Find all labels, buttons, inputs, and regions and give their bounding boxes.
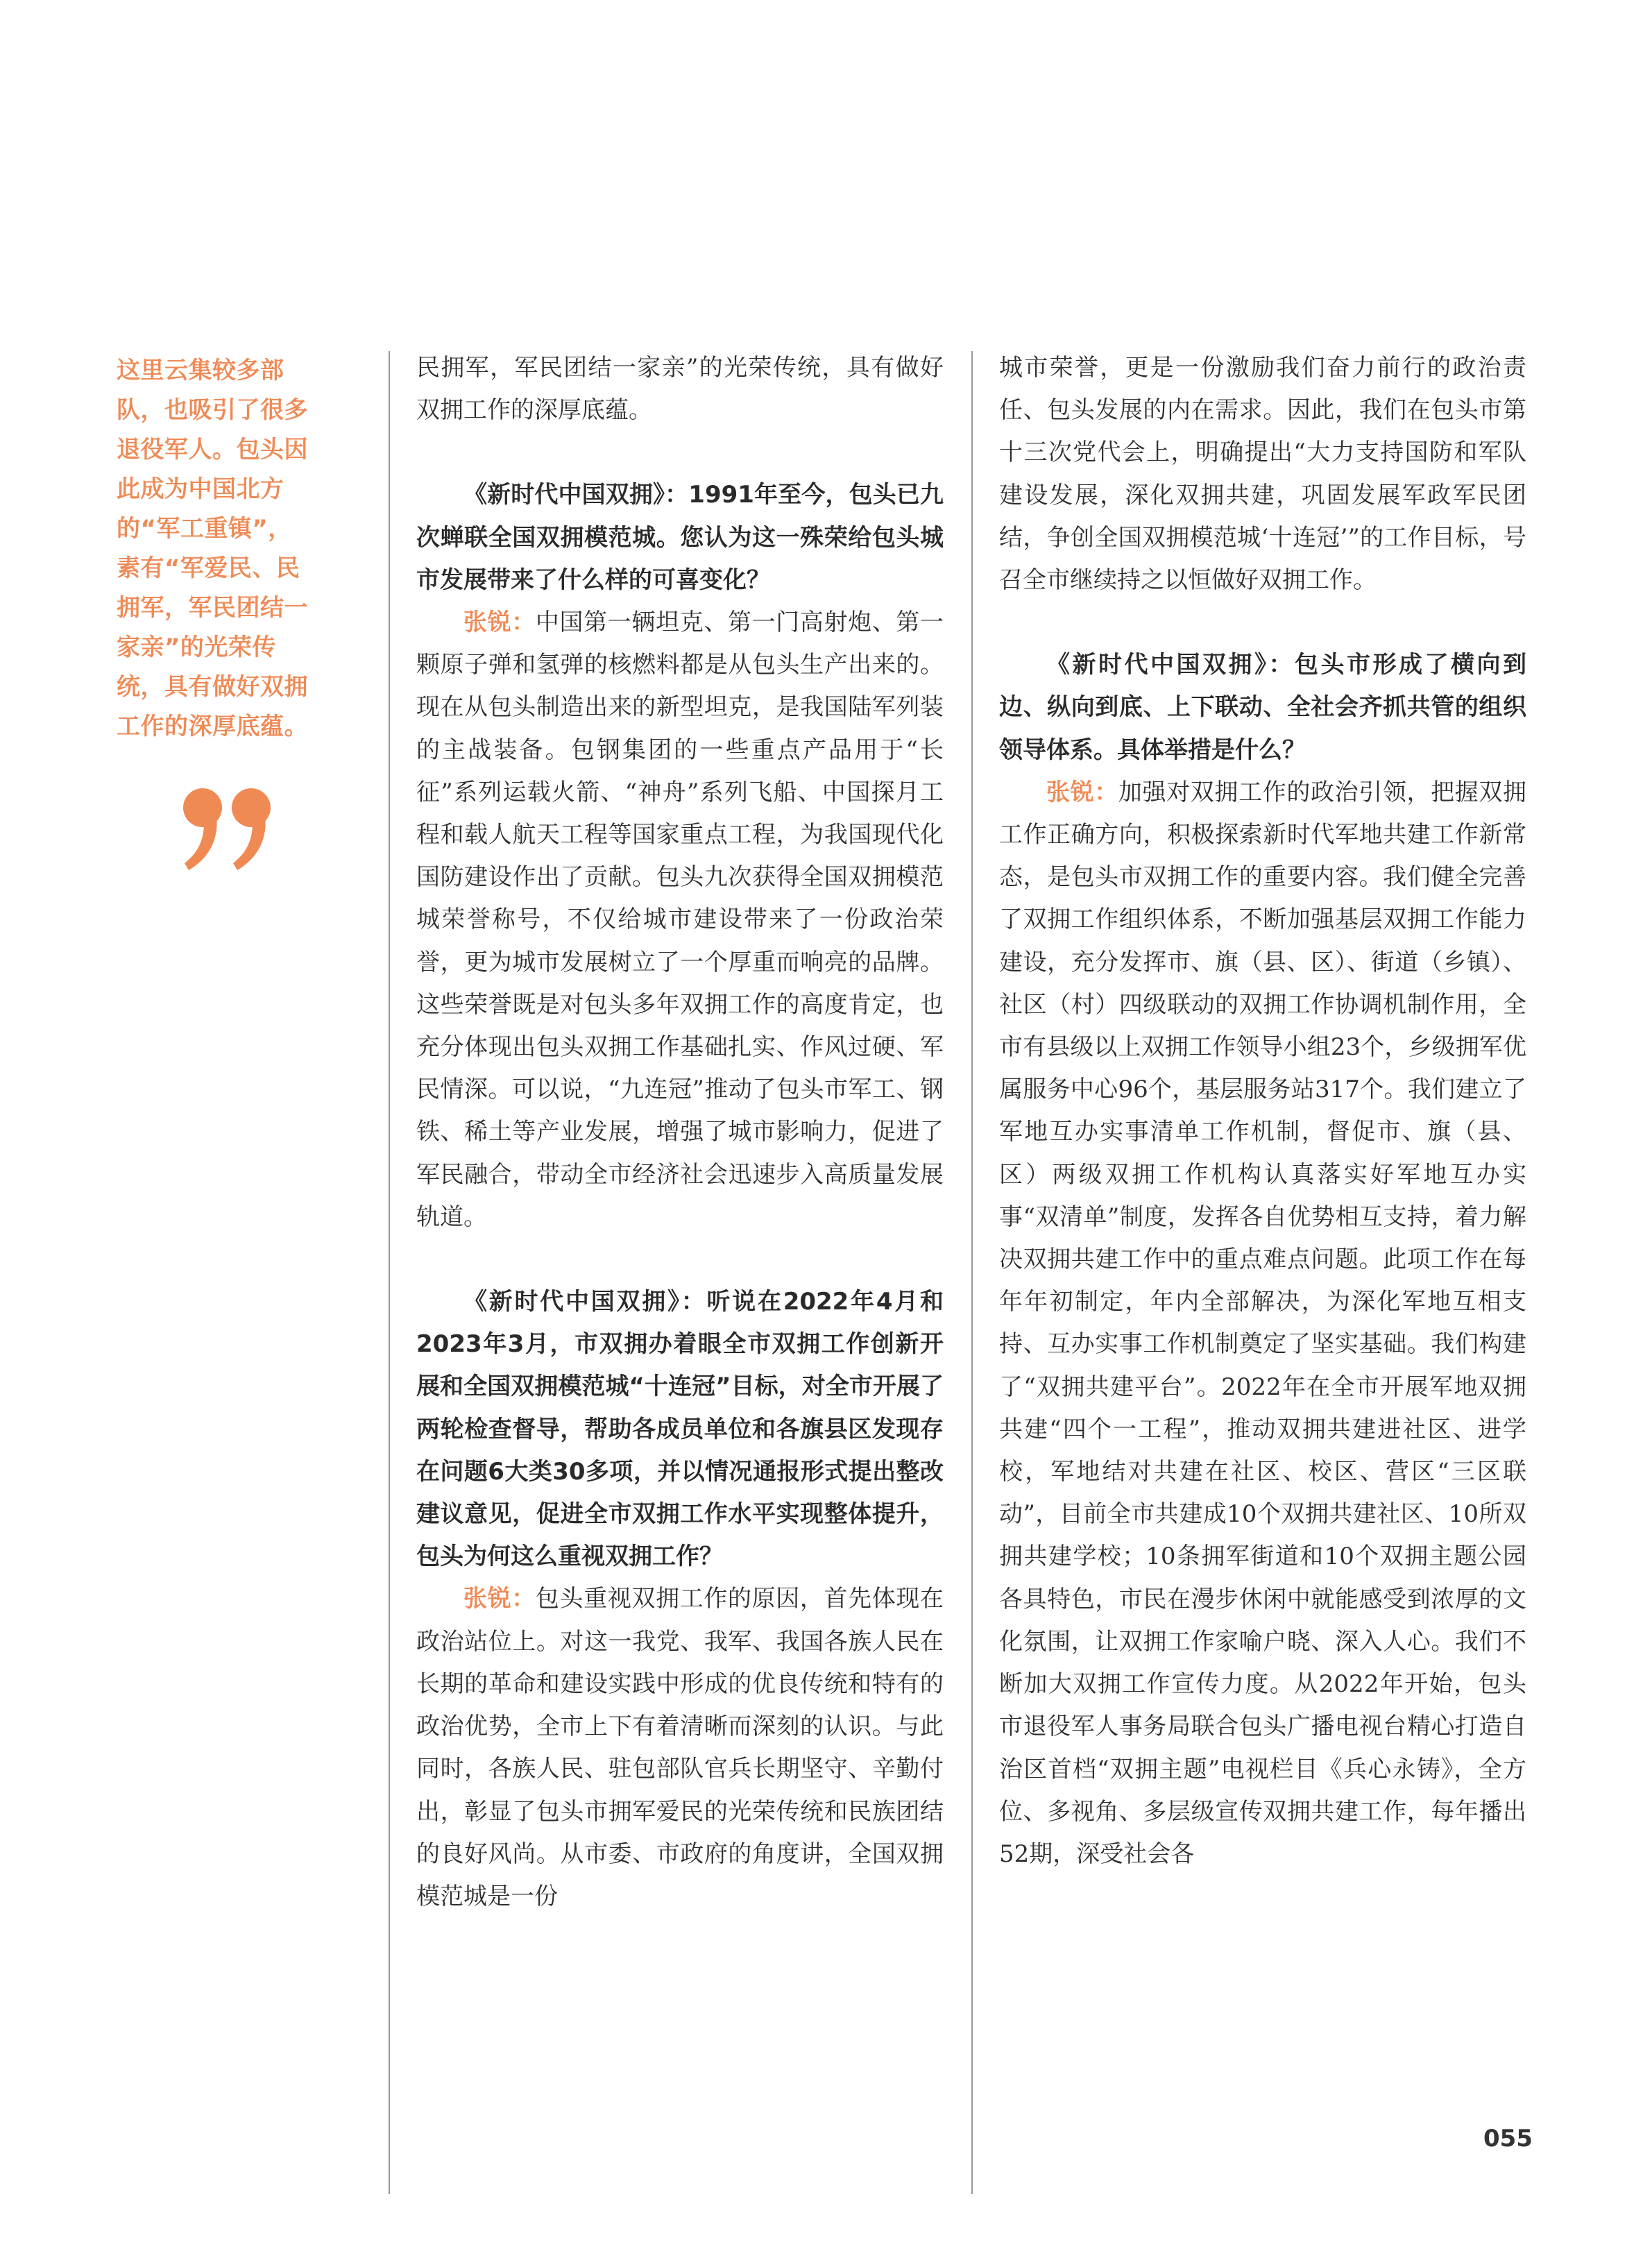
column-divider-left: [389, 351, 390, 2194]
speaker-label: 张锐：: [463, 1585, 536, 1613]
interview-answer: [416, 602, 944, 1239]
pullquote: 这里云集较多部队，也吸引了很多退役军人。包头因此成为中国北方的“军工重镇”，素有“军爱民、民拥军，军民团结一家亲”的光荣传统，具有做好双拥工作的深厚底蕴。: [117, 357, 308, 740]
article-column-1: [416, 347, 944, 1918]
page-number: 055: [1483, 2125, 1533, 2152]
answer-text: 加强对双拥工作的政治引领，把握双拥工作正确方向，积极探索新时代军地共建工作新常态，是包头市双拥工作的重要内容。我们健全完善了双拥工作组织体系，不断加强基层双拥工作能力建设，充分发挥市、旗（县、区）、街道（乡镇）、社区（村）四级联动的双拥工作协调机制作用，全市有县级以上双拥工作领导小组23个，乡级拥军优属服务中心96个，基层服务站317个。我们建立了军地互办实事清单工作机制，督促市、旗（县、区）两级双拥工作机构认真落实好军地互办实事“双清单”制度，发挥各自优势相互支持，着力解决双拥共建工作中的重点难点问题。此项工作在每年年初制定，年内全部解决，为深化军地互相支持、互办实事工作机制奠定了坚实基础。我们构建了“双拥共建平台”。2022年在全市开展军地双拥共建“四个一工程”，推动双拥共建进社区、进学校，军地结对共建在社区、校区、营区“三区联动”，目前全市共建成10个双拥共建社区、10所双拥共建学校；10条拥军街道和10个双拥主题公园各具特色，市民在漫步休闲中就能感受到浓厚的文化氛围，让双拥工作家喻户晓、深入人心。我们不断加大双拥工作宣传力度。从2022年开始，包头市退役军人事务局联合包头广播电视台精心打造自治区首档“双拥主题”电视栏目《兵心永铸》，全方位、多视角、多层级宣传双拥共建工作，每年播出52期，深受社会各: [999, 778, 1527, 1868]
paragraph: 城市荣誉，更是一份激励我们奋力前行的政治责任、包头发展的内在需求。因此，我们在包头市第十三次党代会上，明确提出“大力支持国防和军队建设发展，深化双拥共建，巩固发展军政军民团结，争创全国双拥模范城‘十连冠’”的工作目标，号召全市继续持之以恒做好双拥工作。: [999, 354, 1526, 595]
answer-text: 中国第一辆坦克、第一门高射炮、第一颗原子弹和氢弹的核燃料都是从包头生产出来的。现在从包头制造出来的新型坦克，是我国陆军列装的主战装备。包钢集团的一些重点产品用于“长征”系列运载火箭、“神舟”系列飞船、中国探月工程和载人航天工程等国家重点工程，为我国现代化国防建设作出了贡献。包头九次获得全国双拥模范城荣誉称号，不仅给城市建设带来了一份政治荣誉，更为城市发展树立了一个厚重而响亮的品牌。这些荣誉既是对包头多年双拥工作的高度肯定，也充分体现出包头双拥工作基础扎实、作风过硬、军民情深。可以说，“九连冠”推动了包头市军工、钢铁、稀土等产业发展，增强了城市影响力，促进了军民融合，带动全市经济社会迅速步入高质量发展轨道。: [416, 609, 944, 1231]
closing-quote-icon: [180, 777, 278, 881]
answer-text: 包头重视双拥工作的原因，首先体现在政治站位上。对这一我党、我军、我国各族人民在长期的革命和建设实践中形成的优良传统和特有的政治优势，全市上下有着清晰而深刻的认识。与此同时，各族人民、驻包部队官兵长期坚守、辛勤付出，彰显了包头市拥军爱民的光荣传统和民族团结的良好风尚。从市委、市政府的角度讲，全国双拥模范城是一份: [416, 1585, 944, 1910]
article-column-2: [999, 347, 1526, 1876]
paragraph: 民拥军，军民团结一家亲”的光荣传统，具有做好双拥工作的深厚底蕴。: [416, 354, 944, 425]
interview-answer: [999, 772, 1526, 1876]
speaker-label: 张锐：: [1046, 778, 1118, 806]
interview-answer: [416, 1578, 944, 1918]
interview-question: 《新时代中国双拥》：包头市形成了横向到边、纵向到底、上下联动、全社会齐抓共管的组织领导体系。具体举措是什么？: [999, 651, 1526, 764]
interview-question: 《新时代中国双拥》：听说在2022年4月和2023年3月，市双拥办着眼全市双拥工作创新开展和全国双拥模范城“十连冠”目标，对全市开展了两轮检查督导，帮助各成员单位和各旗县区发现存在问题6大类30多项，并以情况通报形式提出整改建议意见，促进全市双拥工作水平实现整体提升，包头为何这么重视双拥工作？: [416, 1288, 944, 1571]
speaker-label: 张锐：: [463, 609, 536, 637]
column-divider-right: [971, 351, 973, 2194]
interview-question: 《新时代中国双拥》：1991年至今，包头已九次蝉联全国双拥模范城。您认为这一殊荣给包头城市发展带来了什么样的可喜变化？: [416, 481, 944, 594]
